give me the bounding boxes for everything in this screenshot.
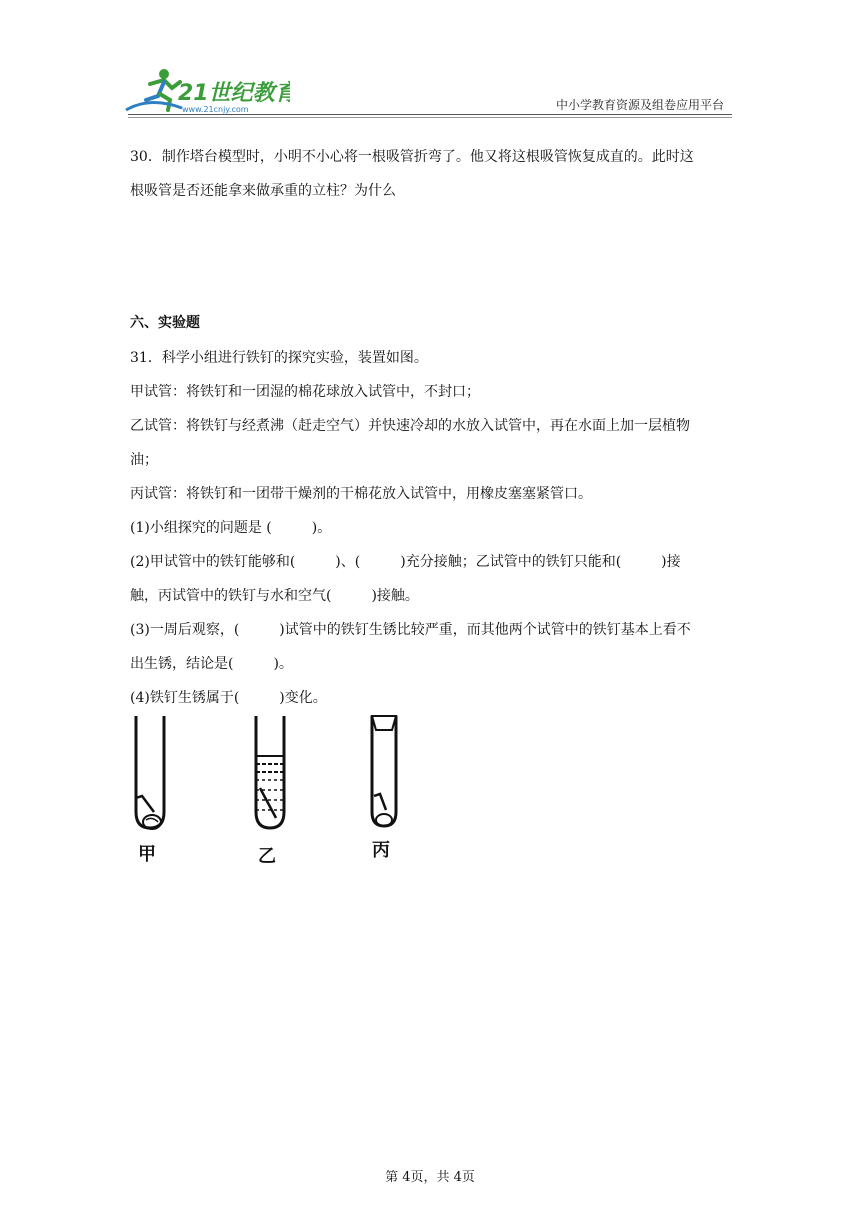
label-yi: 乙 <box>258 846 276 867</box>
platform-label: 中小学教育资源及组卷应用平台 <box>555 98 724 112</box>
q31-sub1: (1)小组探究的问题是 ( )。 <box>130 520 332 536</box>
site-logo <box>120 66 290 116</box>
running-figure-icon <box>126 69 182 110</box>
tube-bing-icon <box>372 716 396 826</box>
q31-stem: 31．科学小组进行铁钉的探究实验，装置如图。 <box>130 350 428 366</box>
q31-sub3-line1: (3)一周后观察，( )试管中的铁钉生锈比较严重，而其他两个试管中的铁钉基本上看不 <box>130 622 691 638</box>
q31-tube-bing: 丙试管：将铁钉和一团带干燥剂的干棉花放入试管中，用橡皮塞塞紧管口。 <box>130 486 592 502</box>
logo-wordmark: 21世纪教育 <box>178 81 290 106</box>
q31-sub4: (4)铁钉生锈属于( )变化。 <box>130 690 327 706</box>
header-divider-thin <box>128 117 732 118</box>
q31-sub3-line2: 出生锈，结论是( )。 <box>130 656 293 672</box>
q30-line1: 30．制作塔台模型时，小明不小心将一根吸管折弯了。他又将这根吸管恢复成直的。此时这 <box>130 149 694 165</box>
label-bing: 丙 <box>372 840 390 861</box>
header-divider <box>128 114 732 115</box>
page-number: 第 4页，共 4页 <box>385 1170 475 1185</box>
q31-tube-jia: 甲试管：将铁钉和一团湿的棉花球放入试管中，不封口； <box>130 384 480 400</box>
tube-yi-icon <box>256 716 284 828</box>
logo-url: www.21cnjy.com <box>182 105 249 114</box>
q31-sub2-line2: 触，丙试管中的铁钉与水和空气( )接触。 <box>130 588 419 604</box>
label-jia: 甲 <box>138 844 156 865</box>
question-30 <box>130 140 740 208</box>
test-tube-figure <box>124 712 414 872</box>
q31-tube-yi-line1: 乙试管：将铁钉与经煮沸（赶走空气）并快速冷却的水放入试管中，再在水面上加一层植物 <box>130 418 690 434</box>
section-title: 六、实验题 <box>130 315 200 331</box>
q31-tube-yi-line2: 油； <box>130 452 158 468</box>
q30-line2: 根吸管是否还能拿来做承重的立柱？为什么 <box>130 183 396 199</box>
q31-sub2-line1: (2)甲试管中的铁钉能够和( )、( )充分接触；乙试管中的铁钉只能和( )接 <box>130 554 681 570</box>
tube-jia-icon <box>136 716 164 829</box>
question-31 <box>130 341 740 715</box>
